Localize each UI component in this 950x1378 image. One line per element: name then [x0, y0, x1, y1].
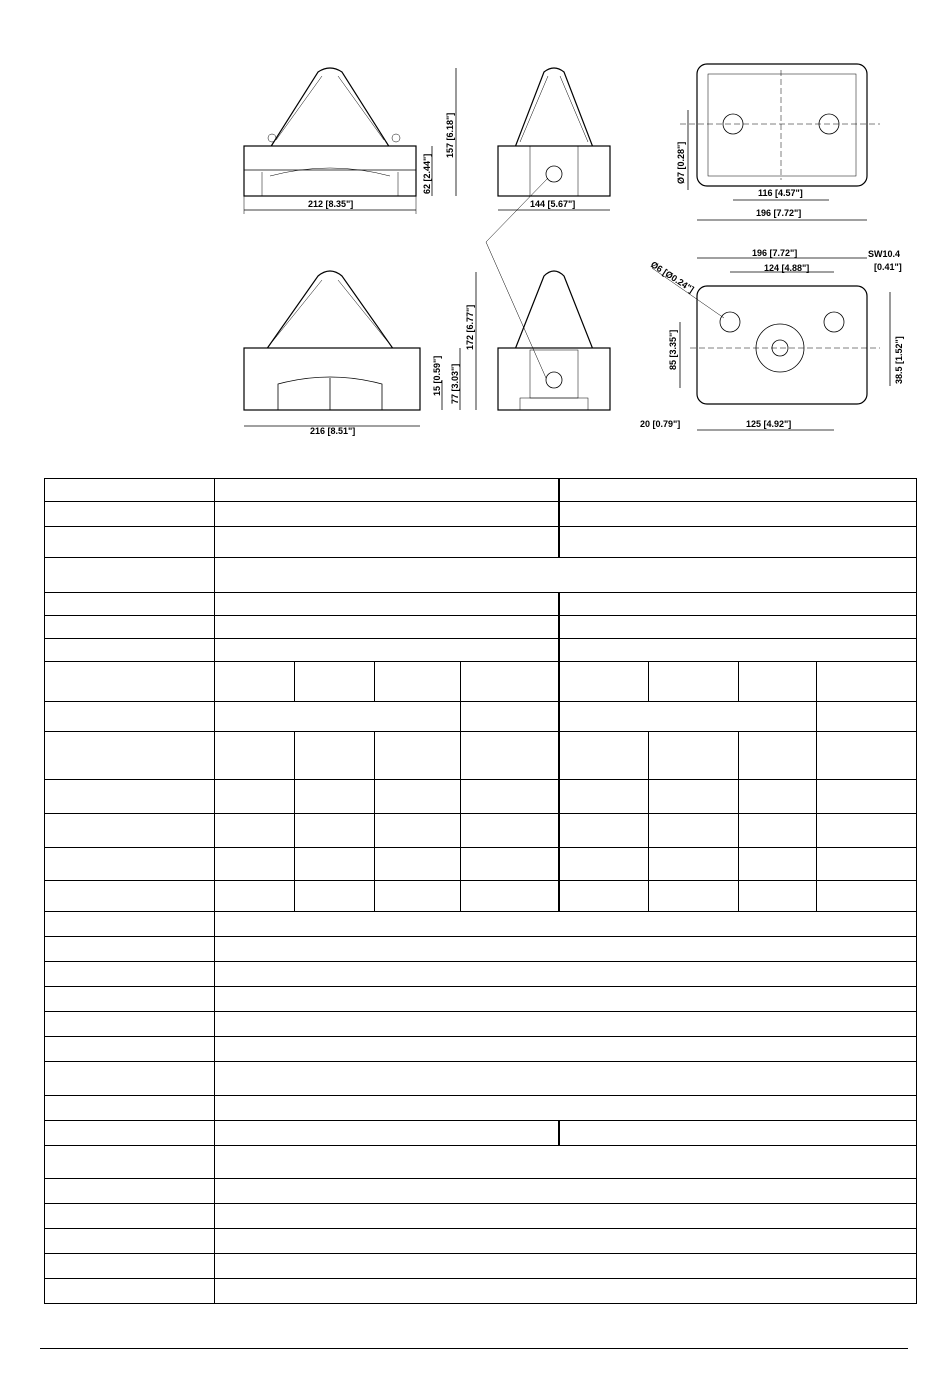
table-row	[45, 1178, 917, 1203]
table-row	[45, 593, 917, 616]
table-row	[45, 527, 917, 558]
side-view-lower	[244, 271, 476, 436]
table-row	[45, 881, 917, 912]
front-view-lower	[486, 242, 610, 410]
table-row	[45, 479, 917, 502]
table-row	[45, 1228, 917, 1253]
table-row	[45, 814, 917, 848]
table-row	[45, 912, 917, 937]
table-row	[45, 987, 917, 1012]
table-row	[45, 1062, 917, 1095]
table-row	[45, 780, 917, 814]
top-view-upper	[676, 64, 880, 220]
table-row	[45, 962, 917, 987]
table-row	[45, 1253, 917, 1278]
table-row	[45, 937, 917, 962]
dim-hole-spacing: 116 [4.57"]	[758, 188, 803, 198]
table-row	[45, 1037, 917, 1062]
technical-drawings	[0, 0, 950, 470]
dim-lower-height-small: 15 [0.59"]	[432, 355, 442, 396]
table-row	[45, 732, 917, 780]
dim-bottom-inner-width: 124 [4.88"]	[764, 263, 810, 273]
dim-wrench: SW10.4	[868, 249, 901, 259]
table-row	[45, 1120, 917, 1145]
dim-top-width: 196 [7.72"]	[756, 208, 802, 218]
table-row	[45, 1145, 917, 1178]
side-view-upper	[244, 68, 456, 214]
dim-lower-height-base: 77 [3.03"]	[450, 363, 460, 404]
dim-bottom-height-right: 38.5 [1.52"]	[894, 336, 904, 384]
table-row	[45, 639, 917, 662]
footer-divider	[40, 1348, 908, 1349]
front-view-upper	[486, 68, 610, 242]
dim-front-width: 144 [5.67"]	[530, 199, 576, 209]
table-row	[45, 502, 917, 527]
dim-bottom-width: 196 [7.72"]	[752, 248, 798, 258]
dim-lower-width: 216 [8.51"]	[310, 426, 356, 436]
dim-height-total: 157 [6.18"]	[445, 112, 455, 158]
table-row	[45, 558, 917, 593]
dim-wrench-inch: [0.41"]	[874, 262, 902, 272]
table-row	[45, 616, 917, 639]
table-row	[45, 1203, 917, 1228]
table-row	[45, 702, 917, 732]
dim-width: 212 [8.35"]	[308, 199, 354, 209]
dim-bottom-offset: 20 [0.79"]	[640, 419, 681, 429]
specification-table	[44, 478, 917, 1304]
dim-bottom-height-left: 85 [3.35"]	[668, 329, 678, 370]
dim-bottom-spacing: 125 [4.92"]	[746, 419, 792, 429]
table-row	[45, 662, 917, 702]
dim-height-base: 62 [2.44"]	[422, 153, 432, 194]
table-row	[45, 1278, 917, 1303]
dim-hole: Ø7 [0.28"]	[676, 141, 686, 184]
table-row	[45, 848, 917, 881]
dim-lower-height-total: 172 [6.77"]	[465, 304, 475, 350]
dim-bottom-hole: Ø6 [Ø0.24"]	[648, 259, 696, 295]
table-row	[45, 1095, 917, 1120]
table-row	[45, 1012, 917, 1037]
bottom-view-lower	[640, 248, 904, 430]
